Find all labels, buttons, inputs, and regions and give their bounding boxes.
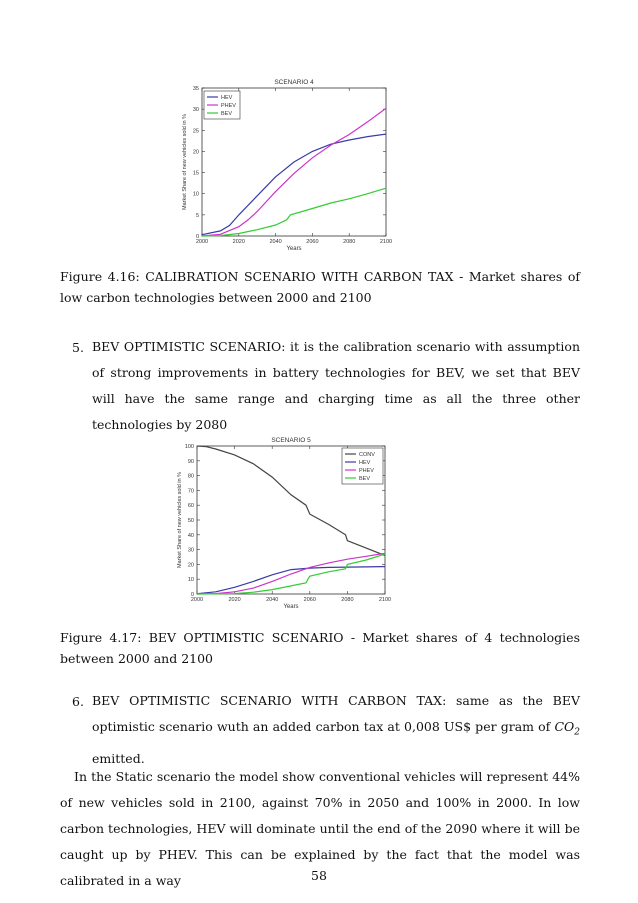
y-tick-label: 25 [192,128,199,135]
x-tick-label: 2000 [190,597,204,603]
x-tick-label: 2060 [303,597,316,603]
y-axis-label: Market Share of new vehicles sold in % [177,472,183,568]
page-number: 58 [311,868,327,883]
y-tick-label: 20 [192,149,199,156]
x-tick-label: 2040 [269,239,282,245]
x-tick-label: 2040 [266,597,279,603]
x-tick-label: 2080 [343,239,356,245]
legend-label-bev: BEV [359,476,371,482]
legend-label-hev: HEV [359,460,371,466]
figure-caption-4-16: Figure 4.16: CALIBRATION SCENARIO WITH CARBON TAX - Market shares of low carbon technologies between 2000 and 2100 [60,269,580,305]
x-tick-label: 2060 [306,239,319,245]
y-tick-label: 40 [187,532,194,539]
y-tick-label: 0 [190,592,194,598]
body-paragraph: In the Static scenario the model show conventional vehicles will represent 44% of new vehicles sold in 2100, against 70% in 2050 and 100% in 2000. In low carbon technologies, HEV will dominate until the end of the 2090 where it will be caught up by PHEV. This can be explained by the fact that the model was calibrated in a way [60,769,580,888]
y-tick-label: 90 [187,458,194,465]
y-axis-label: Market Share of new vehicles sold in % [182,114,188,210]
legend-label-conv: CONV [359,452,375,458]
legend-label-bev: BEV [221,111,233,117]
list-item-6-text-end: emitted. [92,750,145,766]
co2-main: CO [554,719,575,734]
list-item-number-5: 5. [72,340,84,355]
y-tick-label: 0 [195,234,199,240]
legend-label-phev: PHEV [359,468,374,474]
y-tick-label: 10 [187,577,194,584]
chart-title: SCENARIO 5 [271,437,311,444]
x-tick-label: 2080 [341,597,354,603]
y-tick-label: 20 [187,562,194,569]
figure-4-17 [170,436,398,614]
x-tick-label: 2100 [379,239,393,245]
x-tick-label: 2000 [195,239,209,245]
x-tick-label: 2020 [232,239,245,245]
x-tick-label: 2020 [228,597,241,603]
y-tick-label: 15 [192,170,199,177]
list-item-5-text: BEV OPTIMISTIC SCENARIO: it is the calibration scenario with assumption of strong improvements in battery technologies for BEV, we set that BEV will have the same range and charging time as all the three other technologies by 2080 [92,339,580,432]
y-tick-label: 50 [187,518,194,524]
y-tick-label: 80 [187,473,194,480]
co2-subscript: 2 [574,727,580,738]
list-item-6-text [92,688,580,772]
x-axis-label: Years [283,604,299,610]
y-tick-label: 10 [192,191,199,198]
list-item-number-6: 6. [72,694,84,709]
scenario-4-chart [178,74,398,254]
legend-label-phev: PHEV [221,103,236,109]
y-tick-label: 30 [192,107,199,114]
y-tick-label: 100 [184,444,194,450]
chart-title: SCENARIO 4 [274,79,314,86]
y-tick-label: 5 [195,212,199,219]
y-tick-label: 30 [187,547,194,554]
legend-label-hev: HEV [221,95,233,101]
figure-4-16 [178,74,398,254]
y-tick-label: 35 [192,86,199,92]
y-tick-label: 70 [187,488,194,495]
x-tick-label: 2100 [378,597,392,603]
scenario-5-chart [170,436,398,614]
y-tick-label: 60 [187,503,194,510]
figure-caption-4-17: Figure 4.17: BEV OPTIMISTIC SCENARIO - Market shares of 4 technologies between 2000 and 2100 [60,630,580,666]
co2-formula [554,719,580,738]
list-item-6-text-main: BEV OPTIMISTIC SCENARIO WITH CARBON TAX: same as the BEV optimistic scenario wuth an added carbon tax at 0,008 US$ per gram of [92,693,580,734]
x-axis-label: Years [286,246,302,252]
